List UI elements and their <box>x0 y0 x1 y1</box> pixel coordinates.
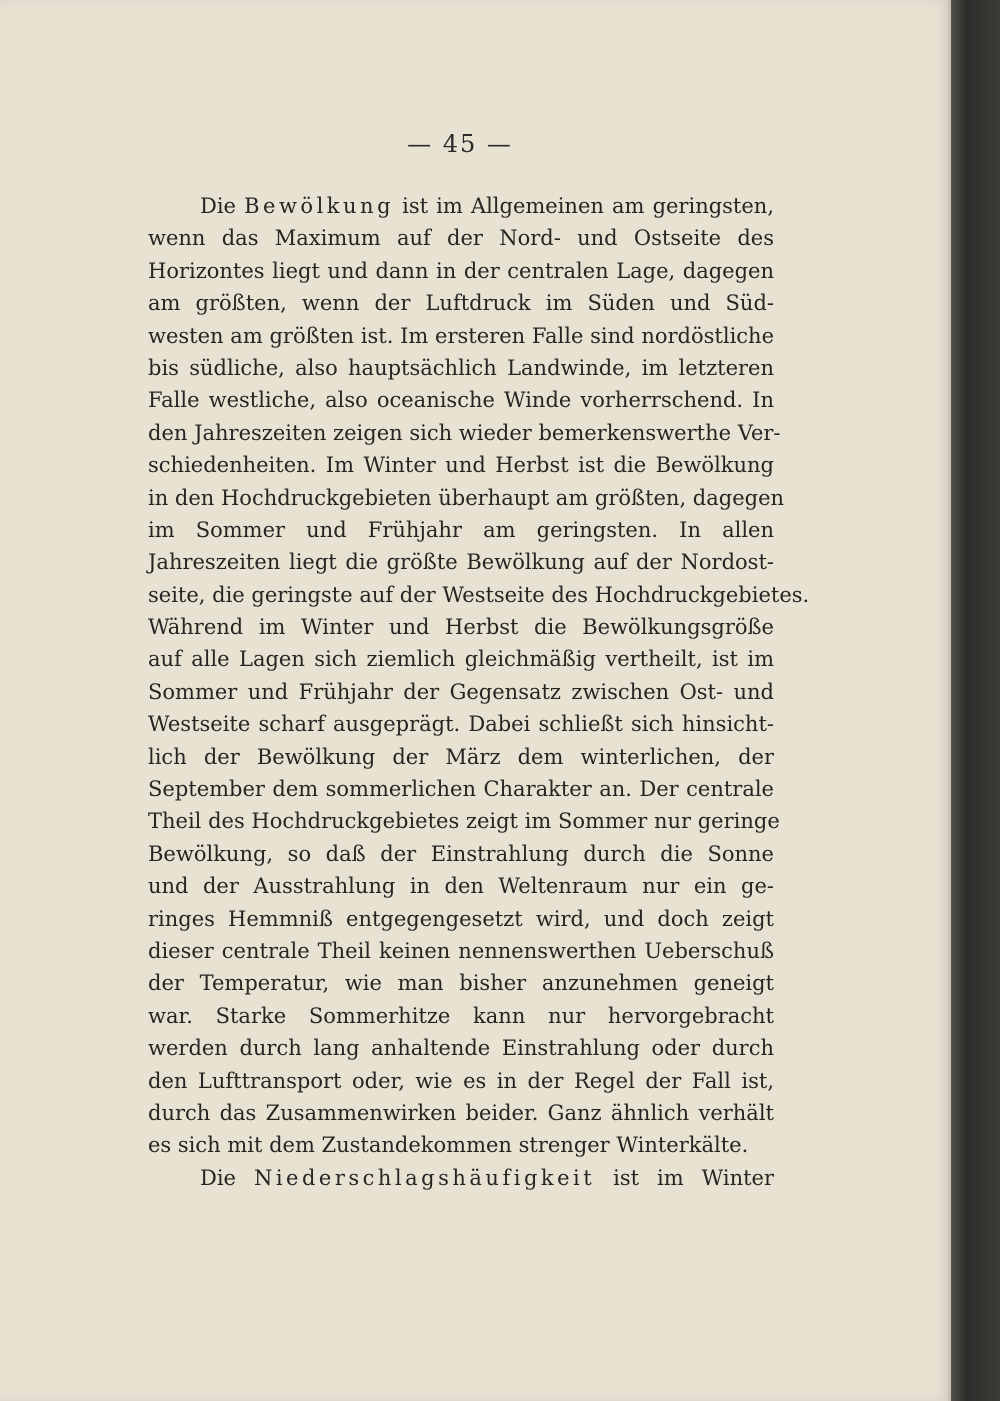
text-line: Jahreszeiten liegt die größte Bewölkung auf der Nordost- <box>148 550 774 575</box>
text-line: in den Hochdruckgebieten überhaupt am größten, dagegen <box>148 485 785 510</box>
text-line: September dem sommerlichen Charakter an. Der centrale <box>148 777 774 802</box>
text-line: dieser centrale Theil keinen nennenswerthen Ueberschuß <box>148 938 774 963</box>
text-line: schiedenheiten. Im Winter und Herbst ist die Bewölkung <box>148 453 774 478</box>
text-line: am größten, wenn der Luftdruck im Süden und Süd- <box>148 291 774 316</box>
text-line: den Lufttransport oder, wie es in der Regel der Fall ist, <box>148 1068 774 1093</box>
text-segment: ist im Allgemeinen am geringsten, <box>394 194 775 218</box>
page-number: — 45 — <box>407 130 513 158</box>
text-line: Falle westliche, also oceanische Winde vorherrschend. In <box>148 388 774 413</box>
text-line: Theil des Hochdruckgebietes zeigt im Sommer nur geringe <box>148 809 780 834</box>
text-line: und der Ausstrahlung in den Weltenraum nur ein ge- <box>148 874 774 899</box>
text-line-last: es sich mit dem Zustandekommen strenger Winterkälte. <box>148 1133 749 1158</box>
body-text <box>148 190 810 1194</box>
text-line: auf alle Lagen sich ziemlich gleichmäßig vertheilt, ist im <box>148 647 774 672</box>
text-line: Bewölkung, so daß der Einstrahlung durch die Sonne <box>148 841 774 866</box>
text-line: wenn das Maximum auf der Nord- und Ostseite des <box>148 226 774 251</box>
spaced-term: Niederschlagshäufigkeit <box>253 1165 596 1190</box>
text-line: ringes Hemmniß entgegengesetzt wird, und doch zeigt <box>148 906 774 931</box>
text-segment: ist im Winter <box>595 1165 774 1190</box>
text-line: den Jahreszeiten zeigen sich wieder bemerkenswerthe Ver- <box>148 420 781 445</box>
book-binding-edge <box>948 0 1000 1401</box>
text-line: Sommer und Frühjahr der Gegensatz zwischen Ost- und <box>148 679 774 704</box>
spaced-term: Bewölkung <box>244 194 395 218</box>
page-edge-line <box>948 0 951 1401</box>
text-line: der Temperatur, wie man bisher anzunehmen geneigt <box>148 971 774 996</box>
text-line: war. Starke Sommerhitze kann nur hervorgebracht <box>148 1003 774 1028</box>
text-line <box>148 1162 774 1194</box>
text-line: werden durch lang anhaltende Einstrahlung oder durch <box>148 1036 774 1061</box>
text-line: durch das Zusammenwirken beider. Ganz ähnlich verhält <box>148 1100 774 1125</box>
text-line <box>148 190 774 222</box>
text-line: lich der Bewölkung der März dem winterlichen, der <box>148 744 774 769</box>
text-line: Horizontes liegt und dann in der centralen Lage, dagegen <box>148 258 774 283</box>
text-line: Während im Winter und Herbst die Bewölkungsgröße <box>148 615 774 640</box>
text-line: Westseite scharf ausgeprägt. Dabei schließt sich hinsicht- <box>148 712 774 737</box>
text-line: westen am größten ist. Im ersteren Falle sind nordöstliche <box>148 323 774 348</box>
text-line: im Sommer und Frühjahr am geringsten. In allen <box>148 517 774 542</box>
text-segment: Die <box>200 1165 254 1190</box>
text-segment: Die <box>200 194 245 218</box>
text-line: bis südliche, also hauptsächlich Landwinde, im letzteren <box>148 355 774 380</box>
text-line: seite, die geringste auf der Westseite des Hochdruckgebietes. <box>148 582 810 607</box>
